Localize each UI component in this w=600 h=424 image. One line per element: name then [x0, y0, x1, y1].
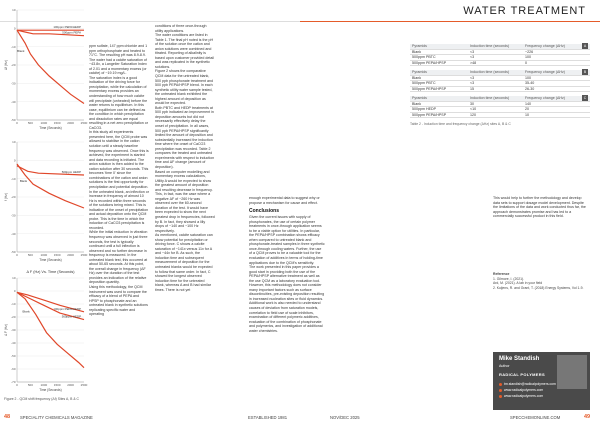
table-cell: 140 — [525, 101, 531, 106]
reference-line: 1. Gilmore, I. (2021). — [493, 276, 525, 281]
paragraph: Figure 2 shows the comparative QCM data for the untreated blank, 500 ppb phosphonate treatment and 500 ppb PEPA/HPSP blend. In each synthetic utility water sample tested, the untreated blank exhibited the highest amount of deposition as would be expected. — [155, 69, 213, 106]
author-web-link[interactable]: www.radicalpolymers.com — [499, 388, 543, 392]
column-header: Induction time (seconds) — [470, 44, 510, 49]
paragraph: As mentioned, calcite saturation can show potential for precipitation or driving force. C shows a calcite saturation of ~141x versus 11x for A and ~44x for B. As such, the induction time and subsequent measurement of deposition for the untreated blanks would be expected to follow that same order. In fact, C showed the longest observed induction time for the untreated blank, whereas A and B had similar times. There is not yet — [155, 233, 213, 292]
web-icon — [499, 389, 502, 392]
series-label: 500ppm PEPA — [62, 30, 81, 35]
y-tick-label: -40 — [11, 99, 16, 104]
y-tick-label: -10 — [11, 44, 16, 49]
x-tick-label: 0 — [16, 121, 18, 125]
table-cell: 30 — [470, 101, 474, 106]
x-tick-label: 2000 — [67, 383, 74, 387]
author-name: Mike Standish — [499, 356, 540, 362]
table-cell: >48 — [470, 60, 477, 65]
author-email-link[interactable]: tm.standish@radicalpolymers.com — [499, 382, 556, 386]
table-cell: 100 — [525, 75, 531, 80]
y-tick-label: 10 — [12, 140, 16, 145]
x-axis-label: Time (Seconds) — [39, 258, 62, 262]
y-axis-label: Δ F (Hz) — [4, 324, 8, 336]
table-cell: <3 — [470, 49, 475, 54]
author-portrait — [557, 355, 587, 389]
table-cell: 15 — [470, 86, 474, 91]
paragraph: Based on computer modelling and momentary excess calculations, Utility A would be expected to show the greatest amount of deposition and resulting decrease in frequency. This, in fact, was the case where a negative ΔF of ~260 Hz was observed over the 60-second duration of the test. It would have been expected to show the next greatest drop in frequencies, followed by B. In fact, they showed a lilly drops of ~140 and ~100 Hz respectively. — [155, 169, 215, 233]
x-tick-label: 1500 — [53, 121, 61, 125]
table-row — [410, 61, 590, 67]
x-tick-label: 1500 — [53, 383, 61, 387]
series-line — [17, 30, 84, 103]
table-cell: 26-30 — [525, 86, 535, 91]
column-header: Induction time (seconds) — [470, 70, 510, 75]
x-tick-label: 2500 — [80, 383, 88, 387]
right-page-number: 49 — [584, 414, 591, 420]
y-tick-label: -10 — [11, 302, 16, 307]
table-cell: 500ppm PBTC — [412, 55, 436, 60]
paragraph: The saturation index is a good indication of the driving force for precipitation, while the calculation of momentary excess provides an understanding of how much calcite will precipitate (unheated) before the water returns to equilibrium. In this case, equilibrium can be defined as the condition in which precipitation and dissolution rates are equal resulting in a net zero precipitation or CaCO3. — [89, 75, 148, 130]
series-label: Blank — [17, 49, 25, 53]
table-block — [410, 96, 590, 118]
established-text: ESTABLISHED 1981 — [248, 415, 288, 420]
column-header: Induction time (seconds) — [470, 96, 510, 101]
x-tick-label: 1000 — [40, 121, 48, 125]
y-tick-label: 10 — [12, 8, 16, 13]
author-box — [493, 352, 590, 410]
paragraph: The water had a calcite saturation of ~43.8x, a Langelier Saturation Index of 2.01 and a momentary excess (or calcite) of ~19.19 mg/L. — [89, 57, 147, 76]
author-web-link[interactable]: www.radicalpolymers.com — [499, 394, 543, 398]
table-cell: 100 — [525, 55, 531, 60]
conclusions-heading: Conclusions — [249, 208, 280, 215]
series-label: Blank — [22, 309, 30, 314]
table-cell: <3 — [470, 55, 475, 60]
table-cell: 120 — [470, 112, 476, 117]
y-tick-label: -20 — [11, 63, 16, 68]
table-cell: 0 — [525, 60, 527, 65]
series-label: 500ppm HEDP — [61, 314, 81, 319]
table-row — [410, 87, 590, 93]
column-header: Frequency change (ΔHz) — [525, 70, 565, 75]
x-tick-label: 500 — [27, 253, 33, 257]
series-label: 100ppm PEPA/HEDP — [53, 306, 81, 311]
y-tick-label: -20 — [11, 195, 16, 200]
publication-name: SPECIALITY CHEMICALS MAGAZINE — [20, 415, 93, 420]
body-column-4 — [249, 196, 325, 406]
table-cell: 20 — [525, 107, 529, 112]
site-badge: C — [583, 96, 587, 101]
y-tick-label: -30 — [11, 81, 16, 86]
table-cell: Blank — [412, 49, 421, 54]
y-tick-label: 10 — [12, 276, 16, 281]
site-label: Pyramids — [412, 44, 427, 49]
paragraph: conditions of three once-through utility applications. — [155, 24, 207, 33]
paragraph: Additional work is also needed to understand causes of deviation from saturation models, correlation to field use of scale inhibitors, examination of different polymeric additives, evaluation of the combination of phosphonate and polymerics, and investigation of additional water chemistries. — [249, 301, 323, 333]
chart-title: Δ F (Hz) Vs. Time (Seconds) — [26, 270, 75, 274]
x-axis-label: Time (Seconds) — [39, 126, 62, 130]
x-tick-label: 2500 — [80, 121, 88, 125]
y-tick-label: -60 — [11, 367, 16, 372]
author-title: Author — [499, 364, 510, 368]
references-title: Reference — [493, 272, 510, 276]
y-axis-label: Δf (Hz) — [4, 60, 8, 70]
table-cell: ~226 — [525, 49, 534, 54]
author-company: RADICAL POLYMERS — [499, 372, 545, 377]
references — [493, 272, 583, 290]
y-tick-label: -40 — [11, 341, 16, 346]
series-label: 500ppm HEDP — [61, 170, 81, 174]
website: SPECCHEMONLINE.COM — [510, 415, 561, 420]
section-title: WATER TREATMENT — [463, 5, 586, 17]
table-cell: 500ppm PEPA/HPSP — [412, 86, 447, 91]
y-tick-label: -10 — [11, 176, 16, 181]
table-cell: Blank — [412, 75, 421, 80]
y-tick-label: -20 — [11, 315, 16, 320]
x-tick-label: 500 — [27, 121, 33, 125]
reference-line: 2. Kuijens, R. and Grant, T. (2018) Energy Systems, Vol 1-9. — [493, 285, 584, 290]
y-tick-label: -50 — [11, 118, 16, 123]
table-row — [410, 113, 590, 119]
paragraph: This would help to further the methodology and develop data sets to support dosage model development. Despite the limitations of the data and work conducted thus far, the approach demonstrates promise and has led to a commercially successful product in this field. — [493, 196, 586, 219]
paragraph: ppm sulfate, 147 ppm chloride and 1 ppm orthophosphate and heated to 71°C. The resulting pH was 8.9-8.9. — [89, 44, 148, 58]
body-column-2 — [89, 44, 149, 404]
paragraph: Given the current issues with supply of phosphonates, the use of certain polymer treatments in once-through application seems to be a viable option for utilities. In particular, the PEPA/HPSP combination shows efficacy when compared to untreated blank and phosphonate-treated samples in three synthetic once-through cooling waters. Further, the use of a QCM proves to be a valuable tool for the evaluation of additives in terms of holding-time applications due to the QCM's sensitivity. — [249, 215, 325, 265]
table-caption: Table 2 - Induction time and frequency change (ΔHz) sites A, B & C — [410, 122, 511, 126]
page-footer — [0, 412, 600, 424]
table-cell: <10 — [470, 107, 477, 112]
x-tick-label: 2000 — [67, 121, 74, 125]
section-header — [300, 0, 600, 22]
y-tick-label: -50 — [11, 250, 16, 255]
x-tick-label: 1000 — [40, 383, 48, 387]
paragraph: Both PBTC and HEDP treatments at 500 ppb indicated an improvement in deposition amounts but did not necessarily effectively delay the onset of precipitation. In all cases, 500 ppb PEPA/HPSP significantly limited the amount of deposition and substantially increased the induction time where the onset of CaCO3 precipitation was recorded. Table 2 compares the treated and untreated experiments with respect to induction time and ΔF change (amount of deposition). — [155, 105, 215, 169]
x-axis-label: Time (Seconds) — [39, 388, 62, 392]
y-tick-label: 0 — [13, 289, 16, 294]
table-cell: 500ppm PEPA/HPSP — [412, 112, 447, 117]
y-tick-label: -70 — [11, 380, 16, 385]
body-column-3 — [155, 24, 215, 404]
y-tick-label: -30 — [11, 328, 16, 333]
y-tick-label: 0 — [13, 26, 16, 31]
x-tick-label: 1000 — [40, 253, 48, 257]
table-cell: <3 — [470, 75, 475, 80]
left-page-number: 48 — [4, 414, 11, 420]
paragraph: In the unheated blank, an inflection or increase in frequency of almost 10 Hz is recorded within three seconds of the solutions being mixed. This is indicative of the onset of precipitation and actual deposition onto the QCM probe. This is the time in which the induction of CaCO3 precipitation is recorded. — [89, 189, 149, 230]
chart-delta-f-site-c — [4, 266, 88, 394]
series-label: 100ppm PEPA/HEDP — [53, 25, 81, 30]
site-label: Pyramids — [412, 96, 427, 101]
table-cell: <3 — [470, 81, 475, 86]
paragraph: enough experimental data to suggest why or propose a mechanism for cause and effect. — [249, 196, 320, 205]
x-tick-label: 1500 — [53, 253, 61, 257]
paragraph: In this study all experiments presented here, the QCM probe was allowed to stabilise in the cation solution until a steady baseline frequency was observed. Once this is achieved, the experiment is started and data recording is initiated. The anion solution is then added to the cation solution after 30 seconds. This becomes 'time 0' since the combinations of the cation and anion solutions is the first opportunity for precipitation and potential deposition. — [89, 130, 149, 189]
table-cell: 500ppm PBTC — [412, 81, 436, 86]
x-tick-label: 500 — [27, 383, 33, 387]
y-tick-label: -40 — [11, 231, 16, 236]
chart-delta-f-site-b — [4, 136, 88, 264]
paragraph: The water conditions are listed in Table 1. The final pH noted is the pH of the solution once the cation and anion solutions were combined and titrated. Reporting of alkalinity is based upon customer provided detail and was replicated in the synthetic solutions. — [155, 33, 214, 69]
table-cell: Blank — [412, 101, 421, 106]
reference-line: Ard, M. (2021). A lab in your field — [493, 281, 543, 285]
table-block — [410, 70, 590, 92]
issue-date: NOV/DEC 2025 — [330, 415, 360, 420]
y-tick-label: -30 — [11, 213, 16, 218]
body-column-5 — [493, 196, 589, 266]
site-badge: B — [583, 70, 587, 75]
site-label: Pyramids — [412, 70, 427, 75]
figure-caption: Figure 2 - QCM shift frequency (Δf) Sites A, B & C — [4, 397, 79, 401]
x-tick-label: 2000 — [67, 253, 74, 257]
table-cell: 35-40 — [525, 81, 535, 86]
table-cell: 500ppm HEDP — [412, 107, 436, 112]
site-badge: A — [583, 44, 587, 49]
y-axis-label: f (Hz) — [4, 193, 8, 201]
email-icon — [499, 383, 502, 386]
series-label: Blank — [19, 179, 28, 184]
x-tick-label: 2500 — [80, 253, 88, 257]
table-cell: 500ppm PEPA/HPSP — [412, 60, 447, 65]
results-table — [410, 44, 590, 126]
x-tick-label: 0 — [16, 253, 18, 257]
table-cell: 10 — [525, 112, 529, 117]
paragraph: While the initial reduction in vibration frequency was observed in just three seconds, the test is typically continued until a full inflection is observed and no further decrease in frequency is measured. In the untreated blank test, this occurred at about 50-65 seconds. At this point, the overall change in frequency (ΔF Hz) over the duration of the test provides an indication of the relative deposition quantity. — [89, 230, 148, 285]
column-header: Frequency change (ΔHz) — [525, 96, 565, 101]
web-icon — [499, 395, 502, 398]
x-tick-label: 0 — [16, 383, 18, 387]
y-tick-label: 0 — [13, 158, 16, 163]
column-header: Frequency change (ΔHz) — [525, 44, 565, 49]
paragraph: The work presented in this paper provides a good start in providing both the use of the PEPA/HPSP alternative treatment as well as the use QCM as a laboratory evaluation tool. However, this methodology does not consider many important factors such as surface discontinuities, pre-existing deposition resulting in increased nucleation sites or fluid dynamics. — [249, 265, 325, 301]
chart-delta-f-site-a — [4, 4, 88, 132]
paragraph: Using this methodology, the QCM instrument was used to compare the efficacy of a blend of PEPA and HPSP to phosphonate and an untreated blank in synthetic solutions replicating specific water and operating — [89, 284, 148, 317]
y-tick-label: -50 — [11, 354, 16, 359]
table-block — [410, 44, 590, 66]
